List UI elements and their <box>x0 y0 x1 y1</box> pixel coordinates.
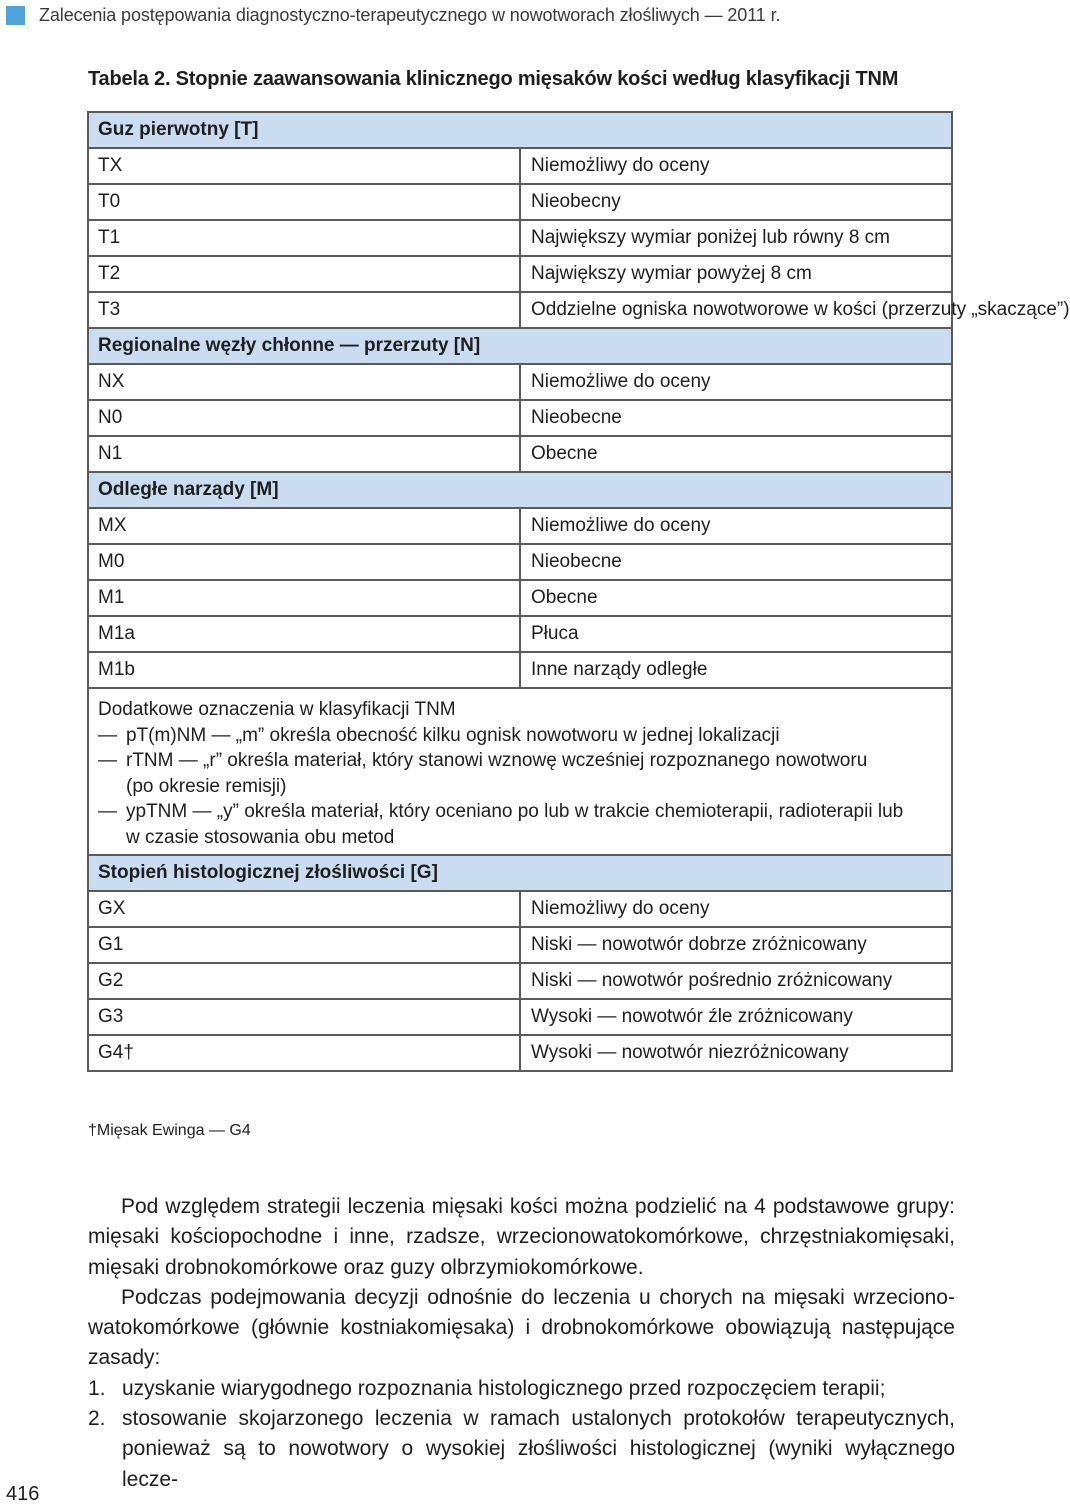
row-desc: Niski — nowotwór pośrednio zróżnicowany <box>520 963 952 999</box>
table-row <box>88 436 952 472</box>
table-row <box>88 999 952 1035</box>
section-header-n: Regionalne węzły chłonne — przerzuty [N] <box>88 328 952 364</box>
row-desc: Wysoki — nowotwór źle zróżnicowany <box>520 999 952 1035</box>
table-row <box>88 364 952 400</box>
row-code: M1b <box>88 652 520 688</box>
row-desc: Niemożliwe do oceny <box>520 364 952 400</box>
table-row <box>88 580 952 616</box>
row-desc: Niemożliwe do oceny <box>520 508 952 544</box>
row-desc: Niemożliwy do oceny <box>520 891 952 927</box>
row-desc: Nieobecny <box>520 184 952 220</box>
body-paragraph: Podczas podejmowania decyzji odnośnie do leczenia u chorych na mięsaki wrzecionowatokomórkowe (głównie kostniakomięsaka) i drobnokomórkowe obowiązują następujące zasady: <box>88 1285 955 1370</box>
table-row <box>88 220 952 256</box>
row-code: T0 <box>88 184 520 220</box>
row-code: TX <box>88 148 520 184</box>
table-row <box>88 508 952 544</box>
row-desc: Płuca <box>520 616 952 652</box>
row-desc: Obecne <box>520 580 952 616</box>
additional-notations-row <box>88 688 952 855</box>
list-number: 2. <box>88 1407 106 1431</box>
list-item <box>88 1374 955 1404</box>
list-number: 1. <box>88 1376 106 1400</box>
table-caption: Tabela 2. Stopnie zaawansowania klinicznego mięsaków kości według klasyfikacji TNM <box>88 68 899 90</box>
table-row <box>88 544 952 580</box>
page-number: 416 <box>6 1483 40 1505</box>
section-header-m: Odległe narządy [M] <box>88 472 952 508</box>
row-code: T2 <box>88 256 520 292</box>
row-code: M0 <box>88 544 520 580</box>
notation-continuation: w czasie stosowania obu metod <box>126 826 395 848</box>
row-code: G4† <box>88 1035 520 1071</box>
row-desc: Wysoki — nowotwór niezróżnicowany <box>520 1035 952 1071</box>
row-code: G1 <box>88 927 520 963</box>
section-header-t: Guz pierwotny [T] <box>88 112 952 148</box>
running-head <box>6 2 780 28</box>
em-dash-bullet: — <box>98 750 117 771</box>
row-code: T1 <box>88 220 520 256</box>
list-text: uzyskanie wiarygodnego rozpoznania histologicznego przed rozpoczęciem terapii; <box>122 1376 886 1400</box>
row-code: N1 <box>88 436 520 472</box>
notation-text: pT(m)NM — „m” określa obecność kilku ognisk nowotworu w jednej lokalizacji <box>126 724 780 746</box>
table-row <box>88 184 952 220</box>
tnm-table <box>87 111 1070 1072</box>
row-desc: Niski — nowotwór dobrze zróżnicowany <box>520 927 952 963</box>
table-row <box>88 616 952 652</box>
list-text: stosowanie skojarzonego leczenia w ramach ustalonych protokołów terapeutycznych, ponieważ są to nowotwory o wysokiej złośliwości histologicznej (wyniki wyłącznego lecze- <box>122 1407 955 1491</box>
table-row <box>88 292 952 328</box>
notation-item <box>98 748 942 774</box>
row-desc: Oddzielne ogniska nowotworowe w kości (przerzuty „skaczące”) <box>520 292 952 328</box>
section-marker-square <box>6 6 25 25</box>
table-row <box>88 963 952 999</box>
body-paragraph: Pod względem strategii leczenia mięsaki kości można podzielić na 4 podstawowe grupy: mięsaki kościopochodne i inne, rzadsze, wrzecionowatokomórkowe, chrzęstniakomięsaki, mięsaki drobnokomórkowe oraz guzy olbrzymiokomórkowe. <box>88 1195 955 1279</box>
row-code: M1 <box>88 580 520 616</box>
row-code: NX <box>88 364 520 400</box>
table-row <box>88 927 952 963</box>
running-head-text: Zalecenia postępowania diagnostyczno-terapeutycznego w nowotworach złośliwych — 2011 r. <box>39 4 781 25</box>
row-desc: Niemożliwy do oceny <box>520 148 952 184</box>
notation-text: ypTNM — „y” określa materiał, który oceniano po lub w trakcie chemioterapii, radioterapii lub <box>126 801 904 822</box>
row-code: GX <box>88 891 520 927</box>
table-row <box>88 1035 952 1071</box>
em-dash-bullet: — <box>98 724 117 746</box>
table-row <box>88 148 952 184</box>
table-row <box>88 256 952 292</box>
additional-notations-cell <box>88 688 952 855</box>
row-code: T3 <box>88 292 520 328</box>
table-row <box>88 891 952 927</box>
row-desc: Największy wymiar powyżej 8 cm <box>520 256 952 292</box>
row-desc: Nieobecne <box>520 544 952 580</box>
row-desc: Nieobecne <box>520 400 952 436</box>
row-code: N0 <box>88 400 520 436</box>
row-desc: Obecne <box>520 436 952 472</box>
row-code: G3 <box>88 999 520 1035</box>
row-desc: Największy wymiar poniżej lub równy 8 cm <box>520 220 952 256</box>
row-code: G2 <box>88 963 520 999</box>
section-header-g: Stopień histologicznej złośliwości [G] <box>88 855 952 891</box>
row-desc: Inne narządy odległe <box>520 652 952 688</box>
notation-item <box>98 799 942 825</box>
em-dash-bullet: — <box>98 801 117 822</box>
notation-item <box>98 723 942 749</box>
table-row <box>88 652 952 688</box>
table-footnote: †Mięsak Ewinga — G4 <box>88 1122 251 1139</box>
row-code: M1a <box>88 616 520 652</box>
body-text <box>88 1192 955 1495</box>
notation-text: rTNM — „r” określa materiał, który stanowi wznowę wcześniej rozpoznanego nowotworu <box>126 750 868 771</box>
row-code: MX <box>88 508 520 544</box>
additional-notations-title: Dodatkowe oznaczenia w klasyfikacji TNM <box>98 699 456 720</box>
notation-continuation: (po okresie remisji) <box>126 775 287 797</box>
list-item <box>88 1404 955 1495</box>
table-row <box>88 400 952 436</box>
